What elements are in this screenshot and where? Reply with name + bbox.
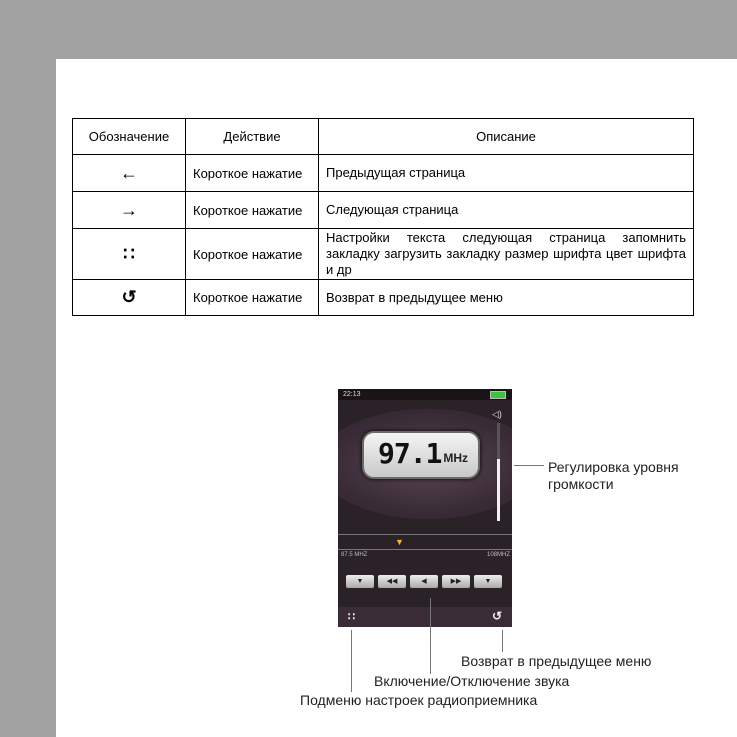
- tuning-scale[interactable]: [338, 534, 512, 550]
- bottom-bar: [338, 607, 512, 627]
- return-callout-line: [502, 630, 503, 652]
- volume-callout-line: [514, 465, 544, 466]
- tuning-marker-icon[interactable]: ▼: [395, 537, 404, 547]
- scan-up-button[interactable]: ▼: [474, 575, 502, 588]
- description-cell: Следующая страница: [319, 192, 694, 229]
- table-row: [73, 280, 694, 316]
- control-buttons: [346, 575, 504, 589]
- submenu-callout: Подменю настроек радиоприемника: [300, 692, 538, 708]
- description-cell: Настройки текста следующая страница запомнить закладку загрузить закладку размер шрифта цвет шрифта и др: [319, 229, 694, 280]
- arrow-left-icon: ←: [73, 155, 186, 192]
- menu-dots-icon: ∷: [73, 229, 186, 280]
- action-cell: Короткое нажатие: [186, 280, 319, 316]
- status-bar: [338, 389, 512, 400]
- return-button[interactable]: ↺: [491, 609, 502, 623]
- action-cell: Короткое нажатие: [186, 155, 319, 192]
- submenu-callout-line: [351, 630, 352, 692]
- header-symbol: Обозначение: [73, 119, 186, 155]
- scan-down-button[interactable]: ▼: [346, 575, 374, 588]
- seek-forward-button[interactable]: ▶▶: [442, 575, 470, 588]
- controls-table: [72, 118, 694, 316]
- scale-max: 108MHZ: [486, 552, 510, 558]
- submenu-button[interactable]: ∷: [348, 611, 355, 623]
- frequency-value: 97.1: [378, 437, 442, 470]
- return-icon: ↺: [73, 280, 186, 316]
- description-cell: Предыдущая страница: [319, 155, 694, 192]
- mute-button[interactable]: ◀: [410, 575, 438, 588]
- header-action: Действие: [186, 119, 319, 155]
- scale-min: 87.5 MHZ: [341, 552, 368, 558]
- volume-callout: Регулировка уровня громкости: [548, 459, 679, 492]
- volume-level: [497, 459, 500, 521]
- radio-screenshot: [338, 389, 512, 627]
- mute-callout: Включение/Отключение звука: [374, 673, 570, 689]
- battery-icon: [490, 391, 506, 399]
- return-callout: Возврат в предыдущее меню: [461, 653, 652, 669]
- header-description: Описание: [319, 119, 694, 155]
- frequency-display: [362, 431, 480, 479]
- mute-callout-line: [430, 598, 431, 674]
- seek-back-button[interactable]: ◀◀: [378, 575, 406, 588]
- action-cell: Короткое нажатие: [186, 229, 319, 280]
- table-row: [73, 155, 694, 192]
- action-cell: Короткое нажатие: [186, 192, 319, 229]
- speaker-icon: ◁): [492, 409, 502, 419]
- frequency-unit: MHz: [443, 451, 468, 465]
- table-row: [73, 192, 694, 229]
- table-row: [73, 229, 694, 280]
- arrow-right-icon: →: [73, 192, 186, 229]
- clock: 22:13: [343, 391, 361, 398]
- description-cell: Возврат в предыдущее меню: [319, 280, 694, 316]
- table-header-row: [73, 119, 694, 155]
